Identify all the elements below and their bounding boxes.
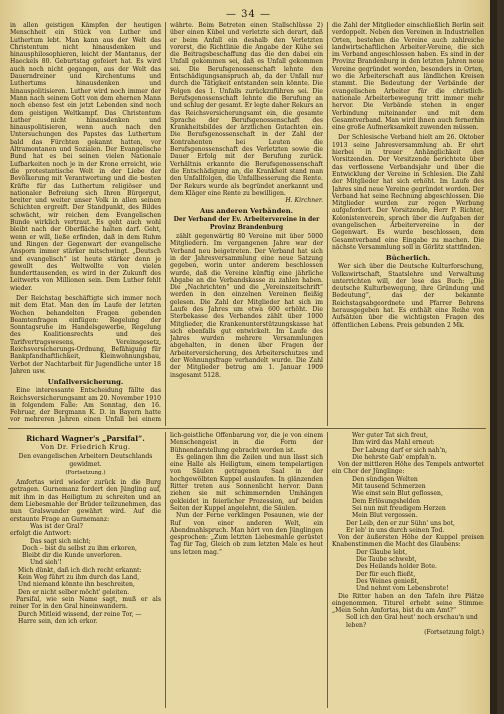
- parsifal-paragraph: Nun der Ferne verklingen Posaunen, wie der Ruf von einer anderen Welt, ein Abendmahlspruch. Man hört von den Jünglingen gesprochen: „Zum letzten Liebesmahle gerüstet Tag für Tag, Gleich ob zum letzten Male es heut uns letzen mag.“: [170, 512, 323, 556]
- article-author: Von Dr. Friedrich Krug.: [40, 443, 131, 451]
- parsifal-paragraph: Parsifal, wie sein Name sagt, muß er als reiner Tor in den Gral hineinwandern.: [10, 595, 161, 611]
- verse-line: Durch Mitleid wissend, der reine Tor, — Harre sein, den ich erkor.: [18, 610, 142, 625]
- verse-line: Bleibt dir die Kunde unverloren.: [22, 552, 122, 560]
- column-3-lower: [332, 432, 484, 708]
- article-title: Richard Wagner's „Parsifal“.: [26, 434, 145, 443]
- verse-line: Was ist der Gral?: [30, 522, 83, 530]
- section-subheading: Der Verband der Ev. Arbeitervereine in der Provinz Brandenburg: [173, 216, 320, 231]
- verse-line: Des Weines genießt,: [356, 577, 419, 585]
- parsifal-text: erfolgt die Antwort:: [10, 530, 72, 538]
- column-2-upper: [170, 22, 323, 424]
- continuation-note: (Fortsetzung.): [65, 469, 106, 476]
- verse-line: Die Taube schwebt,: [356, 556, 417, 564]
- continuation-note: (Fortsetzung folgt.): [424, 629, 484, 637]
- verse-line: Der Labung darf er sich nah'n,: [352, 446, 448, 454]
- parsifal-paragraph: lich-geistliche Offenbarung vor, die je von einem Menschengeist in die Form der Bühnendarstellung gebracht worden ist.: [170, 432, 323, 454]
- parsifal-paragraph: Es gelingen ihm die Zeilen und nun lässt sich eine Halle als Heiligtum, einem tempelartigen von Säulen getragenen Saal in der hochgewölbten Kuppel auslaufen. In glänzenden Ritter treten aus Sonnenlicht hervor. Dann ziehen sie mit schimmernden Umhängen gekleidet in feierlicher Prozession, auf beiden Seiten der Kuppel angelehnt, die Säulen.: [170, 453, 323, 512]
- verse-line: Die hehrste Gab' empfah'n.: [352, 453, 437, 461]
- article-text: die Zahl der Mitglieder einschließlich Berlin seit verdoppelt. Neben den Vereinen in Industriellen Orten, bestehen die Vereine auch zahlreiche landwirtschaftlichen Arbeiter-Vereine, die sich im Verband angeschlossen haben. Es sind in der Provinz Brandenburg in den letzten Jahren neue Vereine gegründet worden, besonders in Orten, wo die Arbeiterschaft aus ländlichen Kreisen stammt. Die Bedeutung der Verbände der evangelischen Arbeiter für die christlich-nationale Arbeiterbewegung tritt immer mehr hervor. Die Verbände stehen in enger Verbindung miteinander und mit dem Gesamtverband. Man wird ihnen auch fernerhin eine große Aufmerksamkeit zuwenden müssen.: [332, 22, 484, 132]
- article-text: währte. Beim Betreten einen Stallschlüsse 2) über einen Kübel und verletzte sich derart, daß er beim Anfall ein deshalb den Verletzten vorerst, die Richtlinie die Angabe der Kühe sei die Beitragsbeschaffung das die den dabei ein Unfall gekommen sei, daß es Unfall gekommen sei. Die Berufsgenossenschaft lehnte den Entschädigungsanspruch ab, da der Unfall nur durch die Tätigkeit entstanden sein könnte. Die Folgen des 1. Unfalls zurückzuführen sei. Die Berufsgenossenschaft lehnte die Berufung an und schlug der gesamt. Er legte daher Rekurs an das Reichsversicherungsamt ein, die gesamte Sprache der Berufsgenossenschaft des Krankheitsbildes der ärztlichen Gutachten ein. Die Berufsgenossenschaft in der Zahl der Kontrahenten bei Leuten die Berufsgenossenschaft des Verletzten sowie die Dauer Erfolg mit der Berufung zurück. Verhältnis erkannte die Berufsgenossenschaft die Entschädigung an, die Krankheit stand man den Unfallfolgen, die Unfallbesserung die Rente. Der Rekurs wurde als begründet anerkannt und dem Kläger eine Rente zu bewilligen.: [170, 22, 323, 197]
- verse-line: Wer guter Tat sich freut,: [352, 432, 428, 439]
- section-heading: Aus anderen Verbänden.: [199, 207, 294, 216]
- schlesien-paragraph: Der Schlesische Verband hielt am 26. Oktober 1913 seine Jahresversammlung ab. Er ehrt hierbei in treuer Anhänglichkeit den Vorsitzenden. Der Vorsitzende berichtete über das verflossene Verbandsjahr und über die Entwicklung der Vereine in Schlesien. Die Zahl der Mitglieder hat sich erhöht. Im Laufe des Jahres sind neue Vereine gegründet worden. Der Verband hat seine Rechnung abgeschlossen. Die Mitglieder wurden zur regen Werbung aufgefordert. Der Vorsitzende, Herr P. Richter, Kolonistenverein, sprach über die Aufgaben der evangelischen Arbeitervereine in der Gegenwart. Es wurde beschlossen, dem Gesamtverband eine Eingabe zu machen. Die nächste Versammlung soll in Görlitz stattfinden.: [332, 134, 484, 251]
- section-heading: Unfallversicherung.: [47, 378, 124, 387]
- verse-line: Den sündigen Welten: [352, 475, 418, 483]
- verse-line: Soll ich den Gral heut' noch erschau'n und leben?: [346, 614, 478, 629]
- verse-line: Und sieh'!: [30, 559, 62, 567]
- section-heading: Bücherlich.: [385, 254, 431, 263]
- section-divider: [8, 428, 486, 429]
- verse-line: Den er nicht selber möcht' geleiten.: [18, 588, 130, 596]
- verse-line: Mit tausend Schmerzen: [352, 483, 426, 491]
- verse-line: Kein Weg führt zu ihm durch das Land,: [18, 574, 140, 582]
- verse-line: Das sagt sich nicht;: [30, 537, 91, 545]
- verse-line: Dem Erlösungshelden: [352, 497, 421, 505]
- parsifal-paragraph: Die Ritter haben an den Tafeln ihre Plätze eingenommen. Titurel erhebt seine Stimme: „Mein Sohn Amfortas, bist du am Amt?“: [332, 592, 484, 615]
- dedication: Den evangelischen Arbeitern Deutschlands gewidmet.: [18, 453, 153, 468]
- verse-line: Doch – bist du selbst zu ihm erkoren,: [22, 544, 137, 552]
- verse-line: Der Glaube lebt,: [356, 548, 408, 556]
- buecher-paragraph: Wer sich über die Deutsche Kulturforschung, Volkswirtschaft, Staatslehre und Verwaltung unterrichten will, der lese das Buch: „Die deutsche Kulturbewegung, ihre Gründung und Bedeutung“, das der bekannte Reichstagsabgeordnete und Pfarrer Behrens herausgegeben hat. Es enthält eine Reihe von Aufsätzen über die wichtigsten Fragen des öffentlichen Lebens. Preis gebunden 2 Mk.: [332, 263, 484, 329]
- verse-line: Sei nun mit freudigem Herzen: [352, 504, 446, 512]
- parsifal-paragraph: Von der äußersten Höhe der Kuppel preisen Knabenstimmen die Macht des Glaubens:: [332, 534, 484, 549]
- column-3-upper: [332, 22, 484, 424]
- column-divider: [165, 22, 166, 426]
- verse-line: Und niemand könnte ihn beschreiten,: [18, 581, 135, 589]
- article-text: in allen geistigen Kämpfen der heutigen Menschheit ein Stück von Luther und Luthertum lebt. Man kann aus der Welt das Christentum nicht hinausdenken und hinausphilosophieren, leicht der Mantanus, der Haeckels 80. Geburtstag gefeiert hat. Es wird auch noch nicht gegangen, aus der Welt das Dauerndreiner und Kirchentums und Luthertums hinausdenken und hinauspolitisieren. Luther wird noch immer der Mann nach seinem Gott von dem ehernen Mann noch ebenso fest ein jetzt Lebenden sind noch dem geistigen Weltkampf. Das Christentum Luther nicht hinausdenken und hinauspolitisieren, wenn auch nach den Untersuchungen des Papstes das Luthertum bald das Fürchten gekannt hatten, vor Altramontanen und Sozialen. Der Evangelische Bund hat es bei seinen vielen Nationale Lufbarkeiten noch je in der Krone erreicht, wie die protestantische Welt in der Liebe der Bevölkerung mit Verantwortung und die besten Kräfte für das Luthertum religiöser und nationaler Befreiung sich Ihren Bürgergut, breiter und weiter unser Volk in allen seinen Schichten ergreift. Der Standpunkt, des Bildes schwächt, wir reichen dem Evangelischen Bunde wirklich vertraut. Es geht auch wohl bleibt nach der Oberfläche halten darf. Geht, wenn er will, ließe erfinden, daß in dem Ruhm und Ringen der Gegenwart der evangelische Ansporn immer stärker mitschwingt. „Deutsch und evangelisch“ ist heute stärker denn je gewollt des Weltwollte von vielen hunderttausenden, es wird in der Zukunft des Leitwerts von Millionen sein. Dem Luther fehlt wieder.: [10, 22, 161, 292]
- parsifal-paragraph: Von der mittleren Höhe des Tempels antwortet ein Chor der Jünglinge:: [332, 461, 484, 476]
- verse-line: Mich dünkt, daß ich dich recht erkannt:: [18, 566, 142, 574]
- parsifal-paragraph: Amfortas wird wieder zurück in die Burg getragen. Gurnemanz fordert den Jüngling auf, mit ihm in das Heiligtum zu schreiten und an dem Liebesmahle der Brüder teilzunehmen, das nun Gralswunder gewährt wird. Auf die erstaunte Frage an Gurnemanz:: [10, 479, 161, 523]
- column-2-lower: [170, 432, 323, 708]
- verse-line: Mein Blut vergossen.: [352, 512, 418, 520]
- verse-line: Ihm wird das Mahl erneut:: [352, 439, 435, 447]
- column-divider: [327, 22, 328, 426]
- column-1-lower: [10, 432, 161, 708]
- verse-line: Und nehmt vom Lebensbrote!: [356, 585, 449, 593]
- verse-line: Der für euch fließt,: [356, 570, 416, 578]
- page-number: — 34 —: [225, 9, 272, 20]
- author-byline: H. Kirchner.: [285, 197, 323, 205]
- unfall-paragraph: Eine interessante Entscheidung fällte das Reichsversicherungsamt am 20. November 1910 in folgendem Falle: Am Sonntag, den 16. Februar, der Bergmann K. D. in Bayern hatte vor mehreren Jahren einen Unfall bei einem: [10, 387, 161, 424]
- verse-line: Der Leib, den er zur Sühn' uns bot,: [346, 519, 455, 527]
- reichstag-paragraph: Der Reichstag beschäftigte sich immer noch mit dem Etat. Man den im Laufe der letzten Wochen behandelten Fragen gebenden Beamtenfragen einfügen: Regelung der Sonntagsruhe im Handelsgewerbe, Regelung des Koalitionsrechts und des Tarifvertragswesens, Vereinsgesetz, Reichsversicherungs-Ordnung, Befähigung für Bankpfandhaftlichkeit, Kleinwohnungsbau, Verbot der Nachtarbeit für Jugendliche unter 18 Jahren usw.: [10, 294, 161, 375]
- verse-line: Er leb' in uns durch seinen Tod.: [346, 526, 445, 534]
- page-edge: [490, 0, 497, 714]
- column-divider: [165, 432, 166, 708]
- column-divider: [327, 432, 328, 708]
- verse-line: Des Heilands holder Bote.: [356, 563, 437, 571]
- column-1-upper: [10, 22, 161, 424]
- verse-line: Wie einst sein Blut geflossen,: [352, 490, 443, 498]
- verband-paragraph: zählt gegenwärtig 80 Vereine mit über 5000 Mitgliedern. Im vergangenen Jahre war der Verband neu beigetreten. Der Verband hat sich in der Jahresversammlung eine neue Satzung gegeben, worin unter anderem beschlossen wurde, daß die Vereine künftig eine jährliche Abgabe an die Verbandskasse zu zahlen haben. Die „Nachrichten“ und die „Vereinszeitschrift“ werden in den einzelnen Vereinen fleißig gelesen. Die Zahl der Mitglieder hat sich im Laufe des Jahres um etwa 600 erhöht. Die Sterbekasse des Verbandes zählt über 1000 Mitglieder, die Krankenunterstützungskasse hat sich ebenfalls gut entwickelt. Im Laufe des Jahres wurden mehrere Versammlungen abgehalten, in denen über Fragen der Arbeiterversicherung, des Arbeiterschutzes und der Wohnungsfrage verhandelt wurde. Die Zahl der Mitglieder betrug am 1. Januar 1909 insgesamt 5128.: [170, 233, 323, 379]
